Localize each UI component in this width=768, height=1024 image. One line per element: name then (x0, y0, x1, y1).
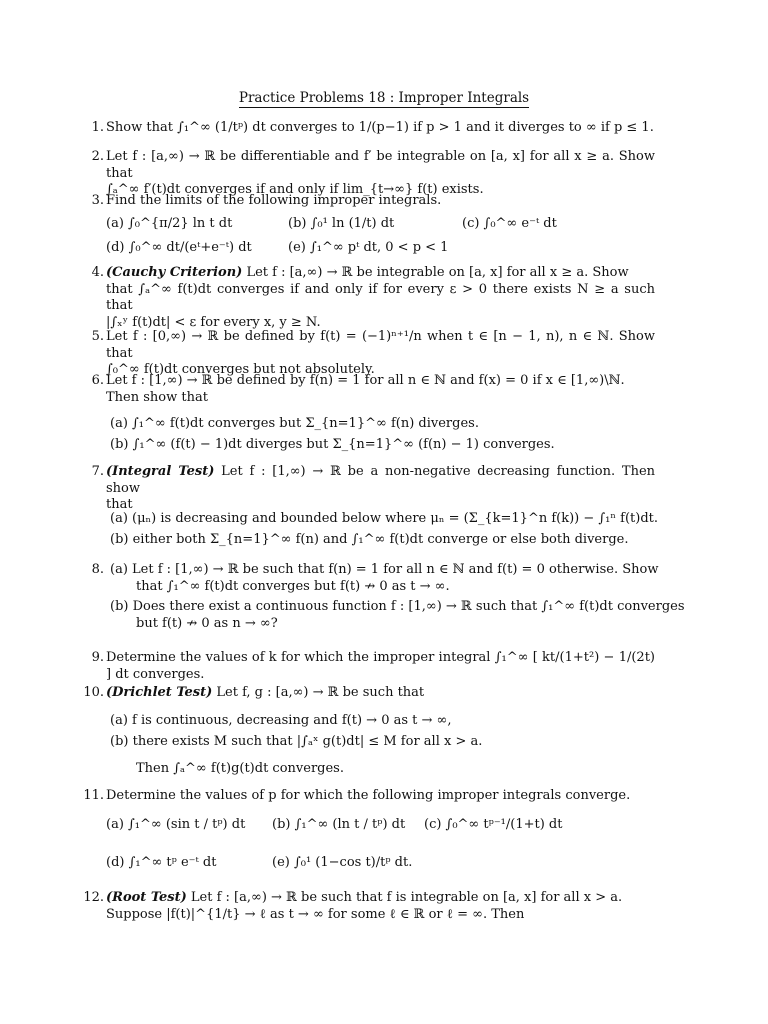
subitem-11b: (b) ∫₁^∞ (ln t / tᵖ) dt (272, 817, 406, 832)
subitem-11e: (e) ∫₀¹ (1−cos t)/tᵖ dt. (272, 855, 413, 870)
problem-1 (80, 120, 655, 137)
problem-text: Find the limits of the following improper integrals. (106, 193, 442, 208)
problem-heading: (Drichlet Test) (106, 685, 213, 700)
problem-7 (80, 464, 655, 514)
problem-10 (80, 685, 655, 702)
subitem-3c: (c) ∫₀^∞ e⁻ᵗ dt (462, 216, 557, 231)
problem-text-line: Let f : [a,∞) → ℝ be integrable on [a, x] for all x ≥ a. Show (246, 265, 629, 280)
problem-number: 1. (91, 120, 104, 135)
problem-text: Determine the values of p for which the following improper integrals converge. (106, 788, 631, 803)
problem-text-line: Let f, g : [a,∞) → ℝ be such that (216, 685, 425, 700)
problem-text-line: that ∫ₐ^∞ f(t)dt converges if and only if for every ε > 0 there exists N ≥ a such that (106, 281, 655, 313)
subitem-8a-cont: that ∫₁^∞ f(t)dt converges but f(t) ↛ 0 as t → ∞. (136, 579, 450, 594)
problem-number: 10. (83, 685, 104, 700)
page-title: Practice Problems 18 : Improper Integrals (238, 90, 530, 106)
problem-text-line: Suppose |f(t)|^{1/t} → ℓ as t → ∞ for some ℓ ∈ ℝ or ℓ = ∞. Then (106, 906, 525, 922)
problem-text: Determine the values of k for which the improper integral ∫₁^∞ [ kt/(1+t²) − 1/(2t) ] dt converges. (106, 650, 655, 682)
problem-10-conclusion: Then ∫ₐ^∞ f(t)g(t)dt converges. (136, 761, 344, 776)
problem-text-line: |∫ₓʸ f(t)dt| < ε for every x, y ≥ N. (106, 314, 321, 330)
problem-5 (80, 329, 655, 379)
problem-heading: (Integral Test) (106, 464, 215, 479)
problem-number: 8. (91, 562, 104, 577)
problem-number: 3. (91, 193, 104, 208)
problem-number: 2. (91, 149, 104, 164)
problem-number: 4. (91, 265, 104, 280)
subitem-3a: (a) ∫₀^{π/2} ln t dt (106, 216, 233, 231)
problem-3 (80, 193, 655, 210)
problem-text-line: Let f : [1,∞) → ℝ be defined by f(n) = 1 for all n ∈ ℕ and f(x) = 0 if x ∈ [1,∞)\ℕ. (106, 373, 625, 388)
subitem-6b: (b) ∫₁^∞ (f(t) − 1)dt diverges but Σ_{n=1}^∞ (f(n) − 1) converges. (110, 437, 555, 452)
problem-number: 6. (91, 373, 104, 388)
problem-text-line: ∫₀^∞ f(t)dt converges but not absolutely. (106, 362, 375, 377)
problem-text-line: Let f : [1,∞) → ℝ be a non-negative decreasing function. Then show (106, 464, 656, 496)
subitem-7b: (b) either both Σ_{n=1}^∞ f(n) and ∫₁^∞ f(t)dt converge or else both diverge. (110, 532, 629, 547)
problem-number: 12. (83, 890, 104, 905)
subitem-11a: (a) ∫₁^∞ (sin t / tᵖ) dt (106, 817, 246, 832)
problem-text-line: ∫ₐ^∞ f′(t)dt converges if and only if lim_{t→∞} f(t) exists. (106, 182, 484, 197)
problem-number: 5. (91, 329, 104, 344)
subitem-6a: (a) ∫₁^∞ f(t)dt converges but Σ_{n=1}^∞ f(n) diverges. (110, 416, 479, 431)
problem-12 (80, 890, 655, 923)
subitem-7a: (a) (μₙ) is decreasing and bounded below where μₙ = (Σ_{k=1}^n f(k)) − ∫₁ⁿ f(t)dt. (110, 511, 659, 526)
problem-text-line: Let f : [0,∞) → ℝ be defined by f(t) = (−1)ⁿ⁺¹/n when t ∈ [n − 1, n), n ∈ ℕ. Show that (106, 329, 655, 361)
problem-6 (80, 373, 655, 406)
problem-number: 11. (83, 788, 104, 803)
subitem-3e: (e) ∫₁^∞ pᵗ dt, 0 < p < 1 (288, 240, 449, 255)
subitem-8b: (b) Does there exist a continuous function f : [1,∞) → ℝ such that ∫₁^∞ f(t)dt converges (110, 599, 685, 614)
problem-text-line: Let f : [a,∞) → ℝ be differentiable and f′ be integrable on [a, x] for all x ≥ a. Show that (106, 149, 655, 181)
problem-9 (80, 650, 655, 683)
problem-heading: (Cauchy Criterion) (106, 265, 243, 280)
problem-text-line: Then show that (106, 389, 208, 405)
subitem-3d: (d) ∫₀^∞ dt/(eᵗ+e⁻ᵗ) dt (106, 240, 252, 255)
subitem-10b: (b) there exists M such that |∫ₐˣ g(t)dt| ≤ M for all x > a. (110, 734, 483, 749)
subitem-10a: (a) f is continuous, decreasing and f(t) → 0 as t → ∞, (110, 713, 452, 728)
problem-heading: (Root Test) (106, 890, 187, 905)
problem-text: Show that ∫₁^∞ (1/tᵖ) dt converges to 1/(p−1) if p > 1 and it diverges to ∞ if p ≤ 1. (106, 120, 654, 135)
subitem-3b: (b) ∫₀¹ ln (1/t) dt (288, 216, 395, 231)
problem-number: 9. (91, 650, 104, 665)
problem-11 (80, 788, 655, 805)
problem-text-line: that (106, 497, 133, 512)
problem-2 (80, 149, 655, 199)
subitem-8b-cont: but f(t) ↛ 0 as n → ∞? (136, 616, 278, 631)
problem-number: 7. (91, 464, 104, 479)
subitem-11d: (d) ∫₁^∞ tᵖ e⁻ᵗ dt (106, 855, 217, 870)
subitem-11c: (c) ∫₀^∞ tᵖ⁻¹/(1+t) dt (424, 817, 563, 832)
problem-4 (80, 265, 655, 331)
subitem-8a: (a) Let f : [1,∞) → ℝ be such that f(n) = 1 for all n ∈ ℕ and f(t) = 0 otherwise. Show (110, 562, 659, 577)
problem-text-line: Let f : [a,∞) → ℝ be such that f is integrable on [a, x] for all x > a. (190, 890, 623, 905)
